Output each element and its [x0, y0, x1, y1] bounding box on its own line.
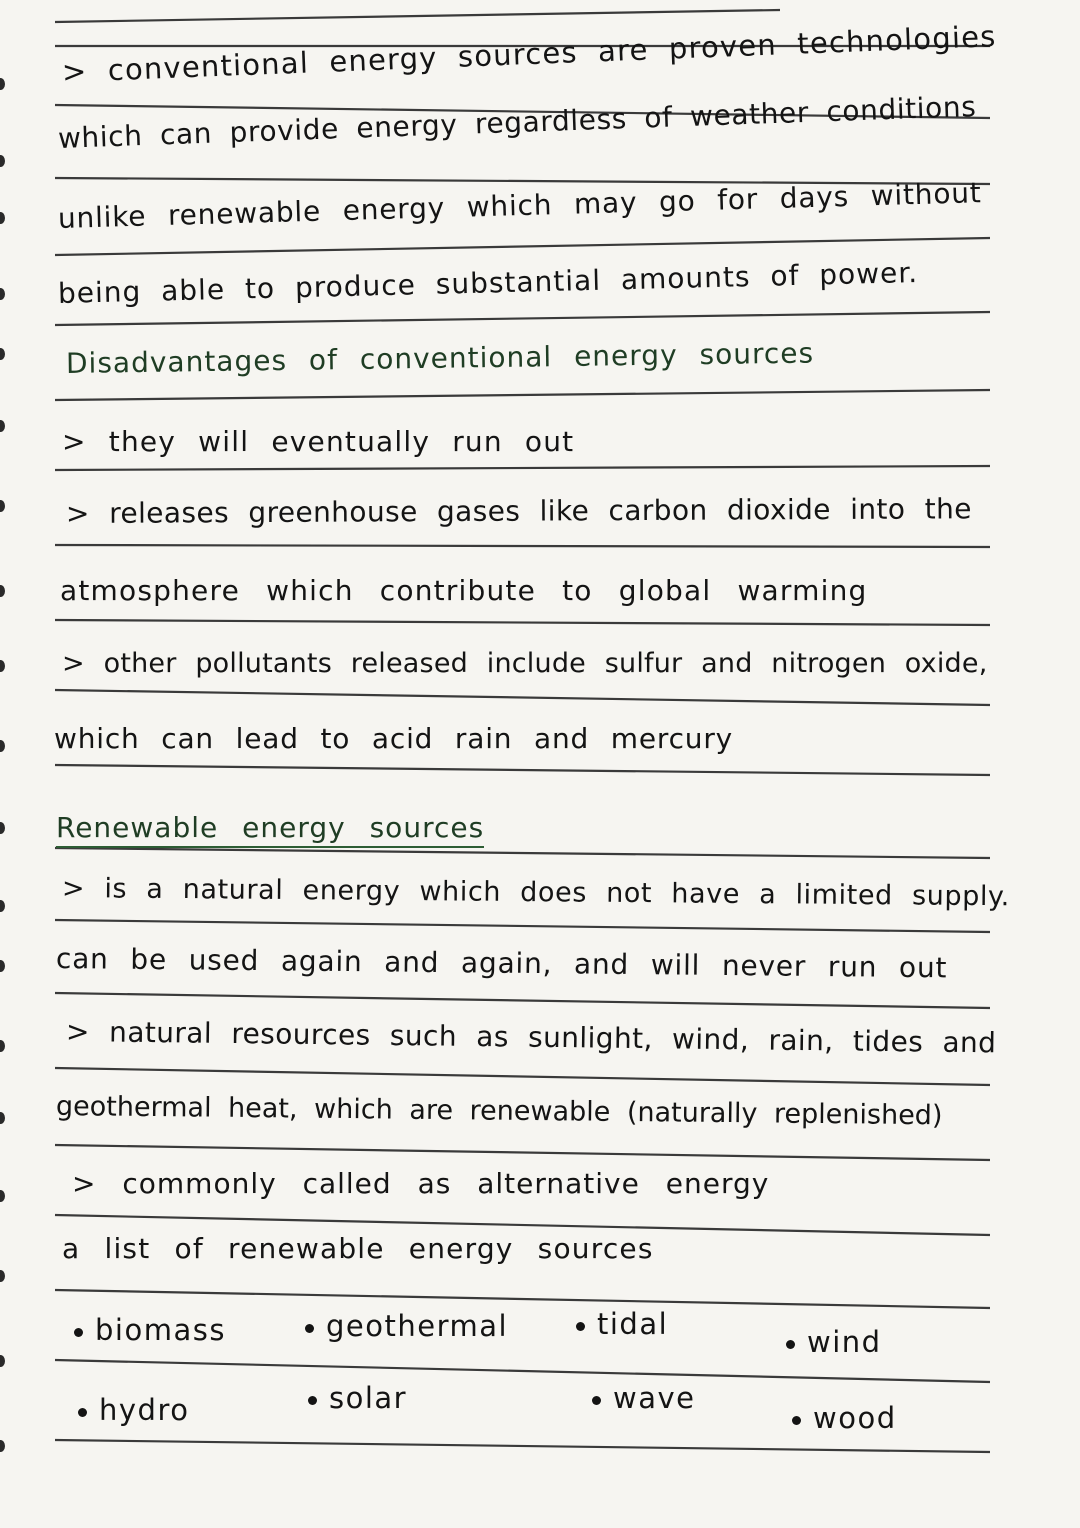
note-line: > other pollutants released include sulfur and nitrogen oxide, — [62, 648, 988, 679]
list-item — [308, 1381, 408, 1415]
bullet-dot-icon — [592, 1396, 601, 1405]
list-item-label: tidal — [597, 1307, 669, 1341]
section-heading-disadvantages: Disadvantages of conventional energy sources — [65, 336, 815, 380]
bullet-dot-icon — [786, 1340, 795, 1349]
note-line: > is a natural energy which does not have a limited supply. — [61, 873, 1011, 913]
list-item-label: geothermal — [326, 1309, 509, 1343]
bullet-dot-icon — [308, 1396, 317, 1405]
note-line: atmosphere which contribute to global warming — [60, 574, 868, 607]
note-line: > natural resources such as sunlight, wind, rain, tides and — [65, 1015, 997, 1060]
list-item — [592, 1381, 696, 1415]
list-item-label: wind — [807, 1325, 882, 1359]
note-line: > commonly called as alternative energy — [72, 1167, 770, 1200]
list-item-label: wood — [813, 1401, 897, 1435]
section-heading-renewable — [56, 811, 485, 844]
bullet-dot-icon — [576, 1322, 585, 1331]
note-line: > they will eventually run out — [62, 425, 575, 458]
note-line: being able to produce substantial amounts of power. — [57, 255, 919, 310]
bullet-dot-icon — [792, 1416, 801, 1425]
note-line: > conventional energy sources are proven technologies — [61, 19, 998, 89]
note-line: which can provide energy regardless of weather conditions — [57, 89, 977, 155]
note-line: geothermal heat, which are renewable (naturally replenished) — [55, 1091, 943, 1132]
list-item-label: wave — [613, 1381, 696, 1415]
list-item — [74, 1313, 226, 1347]
list-item — [305, 1309, 509, 1343]
note-line: unlike renewable energy which may go for days without — [57, 176, 983, 235]
note-line: a list of renewable energy sources — [62, 1232, 654, 1265]
bullet-dot-icon — [305, 1324, 314, 1333]
list-item — [576, 1307, 669, 1341]
list-item — [78, 1393, 190, 1427]
bullet-dot-icon — [74, 1328, 83, 1337]
bullet-dot-icon — [78, 1408, 87, 1417]
list-item-label: biomass — [95, 1313, 226, 1347]
list-item — [792, 1401, 897, 1435]
list-item-label: hydro — [99, 1393, 190, 1427]
note-line: can be used again and again, and will never run out — [55, 942, 948, 985]
note-line: > releases greenhouse gases like carbon dioxide into the — [65, 492, 972, 530]
renewable-heading-text: Renewable energy sources — [56, 811, 484, 848]
list-item-label: solar — [329, 1381, 408, 1415]
note-line: which can lead to acid rain and mercury — [54, 722, 734, 755]
list-item — [786, 1325, 882, 1359]
